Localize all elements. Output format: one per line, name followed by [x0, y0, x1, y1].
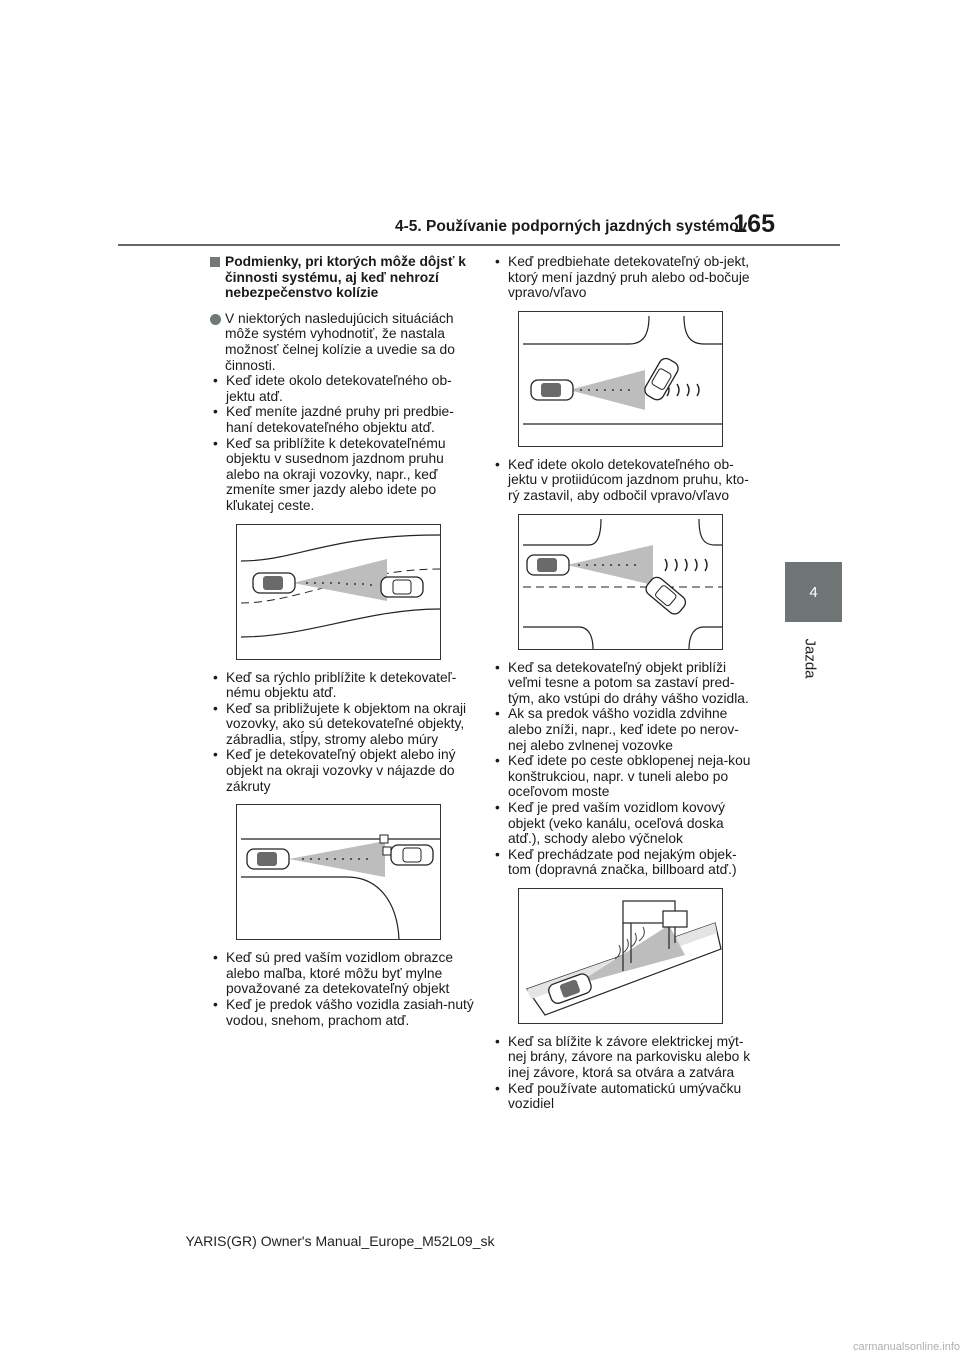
- list-item: • Keď idete okolo detekovateľného ob-jektu v protiidúcom jazdnom pruhu, kto-rý zastavil, aby odbočil vpravo/vľavo: [492, 457, 757, 504]
- bullet-list: [210, 950, 475, 1028]
- intro-text: V niektorých nasledujúcich situáciách môže systém vyhodnotiť, že nastala možnosť čelnej kolízie a uvedie sa do činnosti.: [225, 310, 455, 373]
- header-divider: [118, 244, 840, 246]
- list-item: • Keď sa rýchlo priblížite k detekovateľ-nému objektu atď.: [210, 670, 475, 701]
- oncoming-stopped-illustration: [519, 515, 722, 649]
- circle-bullet-icon: [210, 314, 221, 325]
- chapter-tab[interactable]: [785, 562, 842, 622]
- list-item: • Keď sa blížite k závore elektrickej mýt-nej brány, závore na parkovisku alebo k inej závore, ktorá sa otvára a zatvára: [492, 1034, 757, 1081]
- figure-oncoming-stopped: [518, 514, 723, 650]
- list-item: • Keď sa približujete k objektom na okraji vozovky, ako sú detekovateľné objekty, zábradlia, stĺpy, stromy alebo múry: [210, 701, 475, 748]
- list-item: • Keď idete po ceste obklopenej neja-kou konštrukciou, napr. v tuneli alebo po oceľovom moste: [492, 753, 757, 800]
- figure-overhead-sign: [518, 888, 723, 1024]
- list-item: • Keď sú pred vaším vozidlom obrazce alebo maľba, ktoré môžu byť mylne považované za detekovateľný objekt: [210, 950, 475, 997]
- figure-curvy-road: [236, 524, 441, 660]
- left-column: [210, 254, 475, 1028]
- list-item: • Ak sa predok vášho vozidla zdvihne alebo zníži, napr., keď idete po nerov-nej alebo zvlnenej vozovke: [492, 706, 757, 753]
- bullet-list: [492, 457, 757, 504]
- bullet-list: [492, 254, 757, 301]
- curvy-road-illustration: [237, 525, 440, 659]
- square-bullet-icon: [210, 257, 220, 267]
- footer-manual-id: YARIS(GR) Owner's Manual_Europe_M52L09_sk: [185, 1233, 495, 1249]
- bullet-list: [492, 660, 757, 878]
- curve-entry-illustration: [237, 805, 440, 939]
- page-number: 165: [733, 210, 775, 238]
- overtaking-turning-illustration: [519, 312, 722, 446]
- figure-overtaking-turning: [518, 311, 723, 447]
- section-heading-text: Podmienky, pri ktorých môže dôjsť k činnosti systému, aj keď nehrozí nebezpečenstvo kolízie: [225, 254, 466, 301]
- list-item: • Keď meníte jazdné pruhy pri predbie-haní detekovateľného objektu atď.: [210, 404, 475, 435]
- watermark: carmanualsonline.info: [852, 1341, 960, 1353]
- list-item: • Keď sa detekovateľný objekt priblíži veľmi tesne a potom sa zastaví pred-tým, ako vstúpi do dráhy vášho vozidla.: [492, 660, 757, 707]
- chapter-number: 4: [809, 583, 818, 601]
- overhead-sign-illustration: [519, 889, 722, 1023]
- bullet-list: [210, 373, 475, 513]
- intro-paragraph: [210, 311, 475, 373]
- bullet-list: [492, 1034, 757, 1112]
- list-item: • Keď prechádzate pod nejakým objek-tom (dopravná značka, billboard atď.): [492, 847, 757, 878]
- chapter-label: Jazda: [801, 638, 819, 679]
- bullet-list: [210, 670, 475, 795]
- list-item: • Keď predbiehate detekovateľný ob-jekt, ktorý mení jazdný pruh alebo od-bočuje vpravo/vľavo: [492, 254, 757, 301]
- figure-curve-entry: [236, 804, 441, 940]
- list-item: • Keď používate automatickú umývačku vozidiel: [492, 1081, 757, 1112]
- list-item: • Keď sa priblížite k detekovateľnému objektu v susednom jazdnom pruhu alebo na okraji vozovky, napr., keď zmeníte smer jazdy alebo idete po kľukatej ceste.: [210, 436, 475, 514]
- list-item: • Keď je pred vaším vozidlom kovový objekt (veko kanálu, oceľová doska atď.), schody alebo výčnelok: [492, 800, 757, 847]
- section-heading: [210, 254, 475, 301]
- list-item: • Keď idete okolo detekovateľného ob-jektu atď.: [210, 373, 475, 404]
- list-item: • Keď je predok vášho vozidla zasiah-nutý vodou, snehom, prachom atď.: [210, 997, 475, 1028]
- right-column: [492, 254, 757, 1112]
- list-item: • Keď je detekovateľný objekt alebo iný objekt na okraji vozovky v nájazde do zákruty: [210, 747, 475, 794]
- section-title: 4-5. Používanie podporných jazdných systémov: [395, 218, 748, 235]
